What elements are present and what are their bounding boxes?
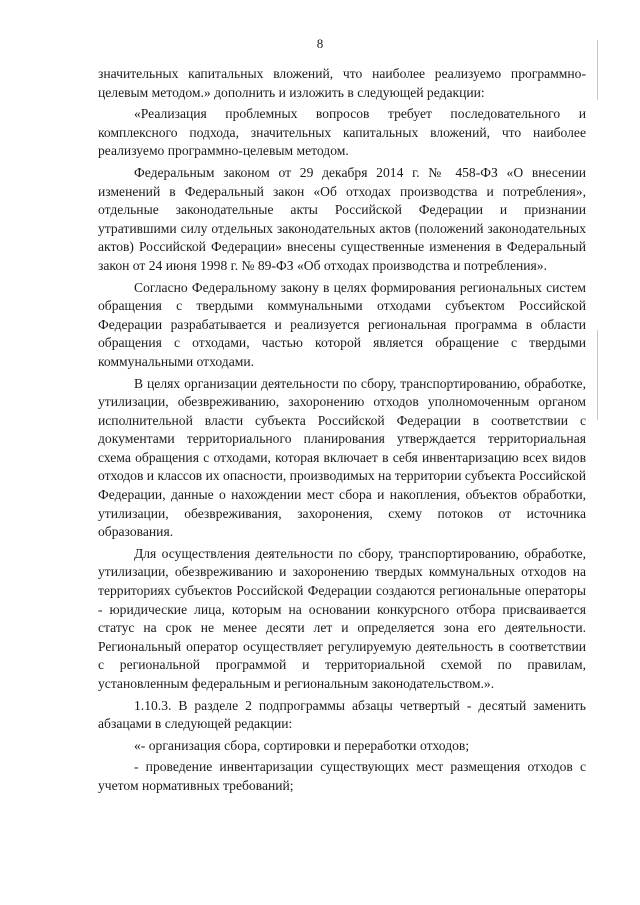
scan-edge-mark: [597, 330, 598, 420]
list-item: «- организация сбора, сортировки и переработки отходов;: [134, 737, 470, 753]
paragraph: «Реализация проблемных вопросов требует последовательного и комплексного подхода, значительных капитальных вложений, что наиболее реализуемо программно-целевым методом.: [98, 106, 586, 159]
paragraph: В целях организации деятельности по сбору, транспортированию, обработке, утилизации, обезвреживанию, захоронению отходов уполномоченным органом исполнительной власти субъекта Российской Федерации в соответствии с документами территориального планирования утверждается территориальная схема обращения с отходами, которая включает в себя инвентаризацию всех видов отходов и классов их опасности, производимых на территории субъекта Российской Федерации, данные о нахождении мест сбора и накопления, объектов обработки, утилизации, обезвреживания, захоронения, схему потоков от источника образования.: [98, 375, 586, 540]
scan-edge-mark: [597, 40, 598, 100]
paragraph: Федеральным законом от 29 декабря 2014 г. № 458-ФЗ «О внесении изменений в Федеральный закон «Об отходах производства и потребления», отдельные законодательные акты Российской Федерации и признании утратившими силу отдельных законодательных актов (положений законодательных актов) Российской Федерации» внесены существенные изменения в Федеральный закон от 24 июня 1998 г. № 89-ФЗ «Об отходах производства и потребления».: [98, 164, 586, 273]
document-body: [98, 65, 586, 796]
paragraph: Согласно Федеральному закону в целях формирования региональных систем обращения с твердыми коммунальными отходами субъектом Российской Федерации разрабатывается и реализуется региональная программа в области обращения с отходами, частью которой является обращение с твердыми коммунальными отходами.: [98, 279, 586, 369]
paragraph: Для осуществления деятельности по сбору, транспортированию, обработке, утилизации, обезвреживанию и захоронению твердых коммунальных отходов на территориях субъектов Российской Федерации создаются региональные операторы - юридические лица, которым на основании конкурсного отбора присваивается статус на срок не менее десяти лет и определяется зона его деятельности. Региональный оператор осуществляет регулируемую деятельность в соответствии с региональной программой и территориальной схемой по правилам, установленным федеральным и региональным законодательством.».: [98, 545, 586, 691]
paragraph: 1.10.3. В разделе 2 подпрограммы абзацы четвертый - десятый заменить абзацами в следующей редакции:: [98, 697, 586, 732]
paragraph: значительных капитальных вложений, что наиболее реализуемо программно-целевым методом.» дополнить и изложить в следующей редакции:: [98, 66, 586, 100]
list-item: - проведение инвентаризации существующих мест размещения отходов с учетом нормативных требований;: [98, 759, 586, 793]
page-number: 8: [316, 36, 324, 51]
